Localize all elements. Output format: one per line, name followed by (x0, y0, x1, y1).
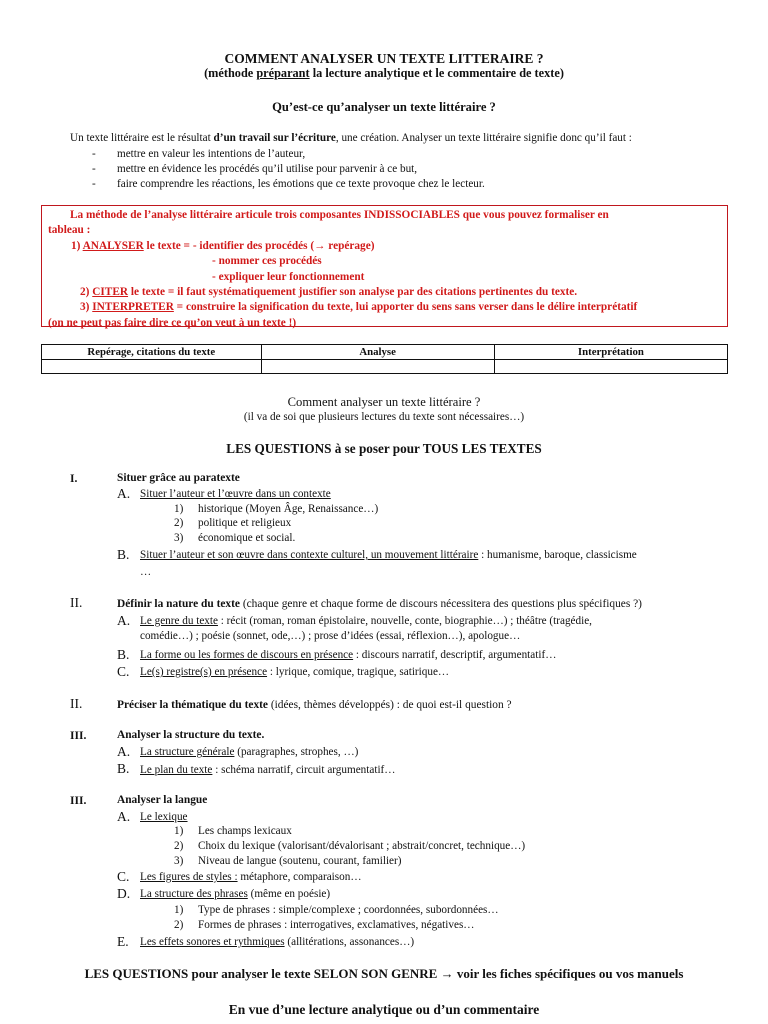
outline-item-underlined: La structure générale (140, 746, 235, 758)
section-heading: LES QUESTIONS à se poser pour TOUS LES TEXTES (226, 441, 542, 456)
document-subtitle (0, 66, 768, 82)
method-text: le texte = il faut systématiquement justifier son analyse par des citations pertinentes du texte. (128, 286, 578, 299)
intro-bullet: faire comprendre les réactions, les émotions que ce texte provoque chez le lecteur. (117, 178, 485, 190)
arrow-right-icon: → (440, 966, 454, 981)
subtitle-underlined: préparant (256, 66, 310, 80)
intro-bold: d’un travail sur l’écriture (213, 132, 336, 144)
outline-item-rest: : schéma narratif, circuit argumentatif… (212, 764, 396, 776)
outline-item-rest: : discours narratif, descriptif, argumentatif… (353, 649, 557, 661)
intro-paragraph (70, 131, 632, 146)
table-header-cell: Repérage, citations du texte (42, 345, 262, 360)
outline-title: Situer grâce au paratexte (117, 472, 240, 484)
footer-text: LES QUESTIONS pour analyser le texte SELON SON GENRE (84, 966, 441, 981)
outline-item-rest: (même en poésie) (247, 888, 331, 900)
outline-subnum: 2) (174, 919, 184, 931)
outline-item-underlined: Le(s) registre(s) en présence (140, 666, 268, 678)
genre-questions-line (0, 966, 768, 983)
outline-subnum: 2) (174, 517, 184, 529)
table-cell (261, 360, 494, 374)
outline-number: I. (70, 472, 78, 485)
outline-item-underlined: Le genre du texte (140, 615, 218, 627)
section-title: Comment analyser un texte littéraire ? (287, 395, 481, 409)
outline-subitem: historique (Moyen Âge, Renaissance…) (198, 503, 379, 515)
footer-text: voir les fiches spécifiques ou vos manuels (453, 966, 684, 981)
outline-letter: B. (117, 761, 130, 776)
table-header-row (42, 345, 728, 360)
outline-item: Le lexique (140, 811, 188, 823)
outline-title: Analyser la langue (117, 794, 208, 806)
subtitle-pre: (méthode (204, 66, 257, 80)
intro-pre: Un texte littéraire est le résultat (70, 132, 214, 144)
outline-title-rest: (idées, thèmes développés) : de quoi est-il question ? (268, 699, 512, 711)
outline-item-cont: … (140, 566, 152, 578)
outline-subnum: 2) (174, 840, 184, 852)
outline-item-underlined: La forme ou les formes de discours en présence (140, 649, 354, 661)
table-header-cell: Interprétation (494, 345, 727, 360)
outline-item (140, 763, 395, 778)
table-cell (494, 360, 727, 374)
outline-item-cont: comédie…) ; poésie (sonnet, ode,…) ; prose d’idées (essai, réflexion…), apologue… (140, 630, 521, 642)
outline-subnum: 1) (174, 904, 184, 916)
outline-subitem: Les champs lexicaux (198, 825, 292, 837)
outline-letter: A. (117, 613, 131, 628)
outline-item-rest: (allitérations, assonances…) (284, 936, 415, 948)
outline-item-underlined: Les effets sonores et rythmiques (140, 936, 285, 948)
outline-letter: C. (117, 869, 130, 884)
outline-item-rest: : récit (roman, roman épistolaire, nouvelle, conte, biographie…) ; théâtre (tragédie, (217, 615, 592, 627)
arrow-right-icon: → (314, 239, 326, 252)
outline-item-rest: : lyrique, comique, tragique, satirique… (267, 666, 450, 678)
question-heading: Qu’est-ce qu’analyser un texte littéraire ? (272, 100, 496, 114)
table-cell (42, 360, 262, 374)
outline-item-underlined: Situer l’auteur et son œuvre dans contexte culturel, un mouvement littéraire (140, 549, 479, 561)
footer-heading: En vue d’une lecture analytique ou d’un commentaire (228, 1002, 540, 1017)
method-num: 1) (71, 239, 83, 252)
method-line: - expliquer leur fonctionnement (212, 270, 365, 283)
outline-subitem: politique et religieux (198, 517, 292, 529)
outline-item (140, 935, 414, 950)
outline-item (140, 665, 449, 680)
table-header-cell: Analyse (261, 345, 494, 360)
method-num: 2) (80, 286, 93, 299)
method-text: = construire la signification du texte, lui apporter du sens sans verser dans le délire interprétatif (173, 301, 638, 314)
outline-title: Analyser la structure du texte. (117, 729, 265, 741)
analysis-table (41, 344, 728, 374)
outline-number: III. (70, 794, 87, 807)
outline-subitem: économique et social. (198, 532, 296, 544)
outline-letter: B. (117, 647, 130, 662)
outline-subnum: 3) (174, 532, 184, 544)
outline-item (140, 648, 556, 663)
method-line: tableau : (48, 224, 91, 237)
subtitle-post: la lecture analytique et le commentaire de texte) (309, 66, 564, 80)
outline-item (140, 548, 637, 563)
outline-letter: D. (117, 886, 131, 901)
outline-letter: B. (117, 547, 130, 562)
intro-post: , une création. Analyser un texte littéraire signifie donc qu’il faut : (335, 132, 632, 144)
outline-item-underlined: Le plan du texte (140, 764, 213, 776)
outline-item-rest: : humanisme, baroque, classicisme (478, 549, 637, 561)
outline-number: II. (70, 696, 83, 711)
outline-item (140, 745, 358, 760)
outline-title: Préciser la thématique du texte (117, 699, 268, 711)
outline-subnum: 3) (174, 855, 184, 867)
outline-number: III. (70, 729, 87, 742)
outline-item (140, 887, 330, 902)
method-line-citer (48, 285, 721, 300)
method-line-analyser (48, 239, 721, 254)
section-note: (il va de soi que plusieurs lectures du texte sont nécessaires…) (243, 411, 525, 423)
method-keyword: ANALYSER (82, 239, 144, 252)
outline-title-line (117, 698, 512, 713)
method-box (41, 205, 728, 327)
outline-subnum: 1) (174, 825, 184, 837)
method-keyword: CITER (92, 286, 129, 299)
method-num: 3) (80, 301, 93, 314)
method-keyword: INTERPRETER (92, 301, 174, 314)
outline-letter: A. (117, 809, 131, 824)
method-line: - nommer ces procédés (212, 255, 322, 268)
outline-item: Situer l’auteur et l’œuvre dans un contexte (140, 488, 331, 500)
outline-subitem: Choix du lexique (valorisant/dévalorisant ; abstrait/concret, technique…) (198, 840, 526, 852)
outline-item (140, 870, 362, 885)
bullet-dash: - (92, 148, 96, 160)
bullet-dash: - (92, 178, 96, 190)
outline-letter: C. (117, 664, 130, 679)
outline-item (140, 614, 592, 629)
outline-subitem: Type de phrases : simple/complexe ; coordonnées, subordonnées… (198, 904, 499, 916)
outline-title-line (117, 597, 642, 612)
outline-item-underlined: Les figures de styles : (140, 871, 238, 883)
method-line: La méthode de l’analyse littéraire articule trois composantes INDISSOCIABLES que vous pouvez formaliser en (70, 209, 609, 221)
outline-subitem: Formes de phrases : interrogatives, exclamatives, négatives… (198, 919, 475, 931)
intro-bullet: mettre en évidence les procédés qu’il utilise pour parvenir à ce but, (117, 163, 418, 175)
outline-title: Définir la nature du texte (117, 598, 240, 610)
intro-bullet: mettre en valeur les intentions de l’auteur, (117, 148, 306, 160)
bullet-dash: - (92, 163, 96, 175)
outline-item-rest: (paragraphes, strophes, …) (234, 746, 359, 758)
method-line: (on ne peut pas faire dire ce qu’on veut à un texte !) (48, 316, 297, 329)
outline-number: II. (70, 595, 83, 610)
method-text: repérage) (325, 239, 375, 252)
table-row (42, 360, 728, 374)
outline-letter: A. (117, 486, 131, 501)
outline-item-rest: métaphore, comparaison… (237, 871, 362, 883)
outline-subitem: Niveau de langue (soutenu, courant, familier) (198, 855, 402, 867)
outline-letter: A. (117, 744, 131, 759)
outline-item-underlined: La structure des phrases (140, 888, 248, 900)
outline-subnum: 1) (174, 503, 184, 515)
outline-letter: E. (117, 934, 129, 949)
outline-title-rest: (chaque genre et chaque forme de discours nécessitera des questions plus spécifiques ?) (239, 598, 642, 610)
method-text: le texte = - identifier des procédés ( (143, 239, 315, 252)
method-line-interpreter (48, 300, 721, 315)
document-title: COMMENT ANALYSER UN TEXTE LITTERAIRE ? (224, 51, 544, 66)
